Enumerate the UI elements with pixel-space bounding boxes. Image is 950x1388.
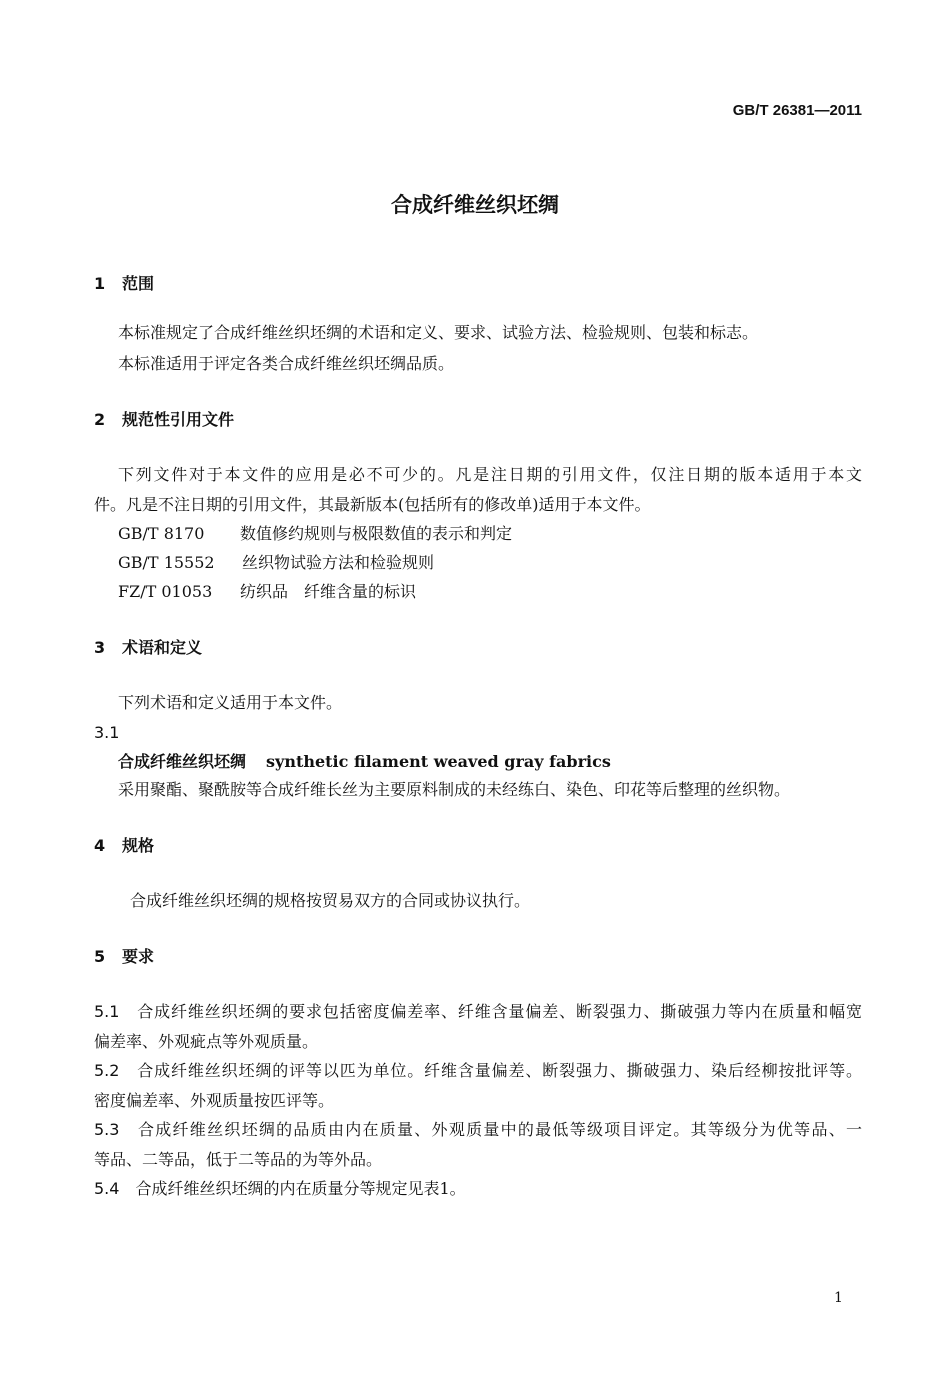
paragraph-line: 件。凡是不注日期的引用文件，其最新版本(包括所有的修改单)适用于本文件。 <box>94 495 651 514</box>
section-title: 规范性引用文件 <box>122 410 235 429</box>
document-title: 合成纤维丝织坯绸 <box>391 193 559 217</box>
clause-text: 合成纤维丝织坯绸的要求包括密度偏差率、纤维含量偏差、断裂强力、撕破强力等内在质量和幅宽 <box>137 1002 862 1021</box>
standard-number-header: GB/T 26381—2011 <box>732 102 862 119</box>
reference-title: 数值修约规则与极限数值的表示和判定 <box>240 524 513 543</box>
reference-title: 丝织物试验方法和检验规则 <box>242 553 435 572</box>
paragraph: 合成纤维丝织坯绸的规格按贸易双方的合同或协议执行。 <box>130 891 531 910</box>
clause-5-2-line <box>94 1061 862 1081</box>
clause-5-1-line <box>94 1002 862 1022</box>
section-title: 要求 <box>122 947 155 966</box>
paragraph-line: 下列文件对于本文件的应用是必不可少的。凡是注日期的引用文件，仅注日期的版本适用于本文 <box>118 465 862 484</box>
section-3-heading <box>94 638 202 658</box>
section-number: 3 <box>94 638 106 657</box>
clause-text: 合成纤维丝织坯绸的内在质量分等规定见表1。 <box>135 1179 466 1198</box>
section-number: 5 <box>94 947 106 966</box>
clause-number: 5.4 <box>94 1179 120 1198</box>
clause-text: 合成纤维丝织坯绸的品质由内在质量、外观质量中的最低等级项目评定。其等级分为优等品、一 <box>138 1120 862 1139</box>
clause-text: 合成纤维丝织坯绸的评等以匹为单位。纤维含量偏差、断裂强力、撕破强力、染后经柳按批评等。 <box>137 1061 862 1080</box>
clause-number: 5.3 <box>94 1120 120 1139</box>
clause-continuation: 等品、二等品，低于二等品的为等外品。 <box>94 1150 383 1169</box>
reference-code: FZ/T 01053 <box>118 582 213 601</box>
section-number: 1 <box>94 274 106 293</box>
clause-number: 5.1 <box>94 1002 120 1021</box>
section-5-heading <box>94 947 154 967</box>
reference-item <box>118 582 416 602</box>
subsection-number: 3.1 <box>94 723 120 742</box>
clause-continuation: 密度偏差率、外观质量按匹评等。 <box>94 1091 335 1110</box>
clause-continuation: 偏差率、外观疵点等外观质量。 <box>94 1032 319 1051</box>
reference-code: GB/T 8170 <box>118 524 205 543</box>
clause-number: 5.2 <box>94 1061 120 1080</box>
term-english: synthetic filament weaved gray fabrics <box>266 752 611 771</box>
section-4-heading <box>94 836 154 856</box>
term-chinese: 合成纤维丝织坯绸 <box>118 752 247 771</box>
clause-5-4-line <box>94 1179 466 1199</box>
reference-item <box>118 553 434 573</box>
term-definition: 采用聚酯、聚酰胺等合成纤维长丝为主要原料制成的未经练白、染色、印花等后整理的丝织物。 <box>118 780 791 799</box>
section-number: 2 <box>94 410 106 429</box>
section-2-heading <box>94 410 234 430</box>
section-title: 范围 <box>122 274 155 293</box>
reference-item <box>118 524 512 544</box>
paragraph: 本标准规定了合成纤维丝织坯绸的术语和定义、要求、试验方法、检验规则、包装和标志。 <box>118 323 759 342</box>
section-title: 术语和定义 <box>122 638 203 657</box>
page-number: 1 <box>834 1290 843 1306</box>
reference-title: 纺织品 纤维含量的标识 <box>240 582 417 601</box>
paragraph: 本标准适用于评定各类合成纤维丝织坯绸品质。 <box>118 354 455 373</box>
term-entry <box>118 752 611 772</box>
section-title: 规格 <box>122 836 155 855</box>
paragraph: 下列术语和定义适用于本文件。 <box>118 693 343 712</box>
section-1-heading <box>94 274 154 294</box>
clause-5-3-line <box>94 1120 862 1140</box>
section-number: 4 <box>94 836 106 855</box>
reference-code: GB/T 15552 <box>118 553 215 572</box>
